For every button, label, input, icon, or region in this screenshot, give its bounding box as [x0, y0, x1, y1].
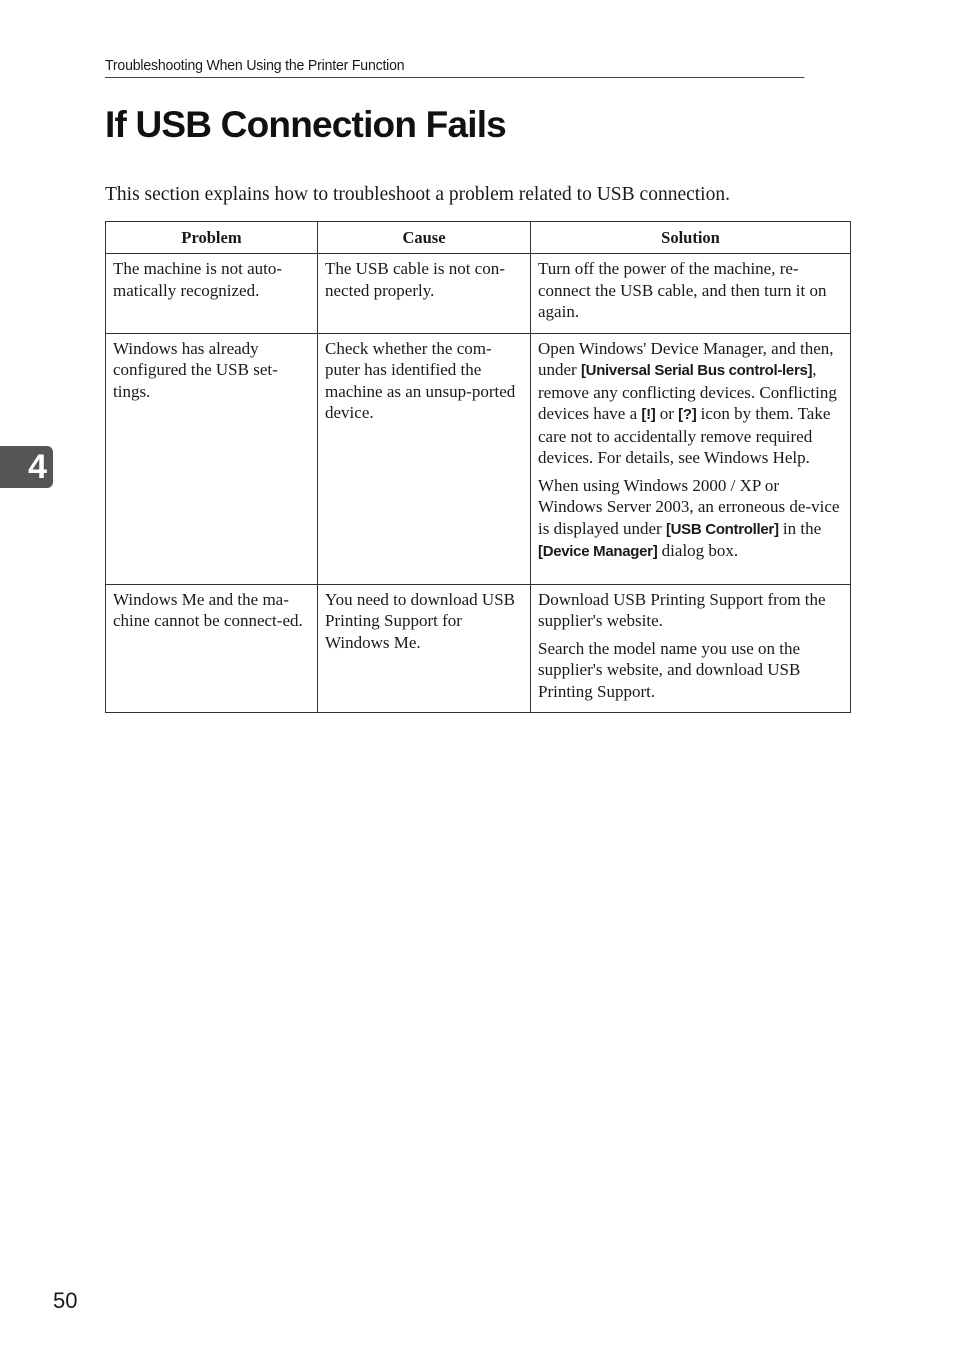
key-exclamation: [!] — [641, 406, 656, 423]
intro-paragraph: This section explains how to troubleshoot a problem related to USB connection. — [105, 184, 730, 205]
solution-text: Open Windows' Device Manager, and then, under — [538, 338, 834, 379]
running-header: Troubleshooting When Using the Printer Function — [105, 57, 804, 78]
table-header-row — [106, 222, 851, 254]
solution-text: in the — [778, 518, 822, 538]
table-row — [106, 254, 851, 334]
solution-cell — [531, 584, 851, 713]
page-title: If USB Connection Fails — [105, 104, 506, 145]
solution-text: icon by them. Take care not to accidentally remove required devices. For details, see Windows Help. — [538, 404, 831, 467]
troubleshooting-table — [105, 221, 851, 713]
solution-paragraph: Turn off the power of the machine, re-connect the USB cable, and then turn it on again. — [538, 259, 827, 321]
problem-cell: The machine is not auto-matically recognized. — [106, 254, 318, 334]
solution-text: or — [655, 404, 679, 423]
key-universal-serial-bus-controllers: [Universal Serial Bus control-lers] — [580, 362, 813, 379]
chapter-tab: 4 — [0, 446, 53, 488]
column-header-problem: Problem — [106, 222, 318, 254]
cause-cell: The USB cable is not con-nected properly. — [318, 254, 531, 334]
cause-cell: Check whether the com-puter has identified the machine as an unsup-ported device. — [318, 333, 531, 584]
key-device-manager: [Device Manager] — [538, 543, 658, 560]
table-row — [106, 333, 851, 584]
solution-cell — [531, 333, 851, 584]
key-usb-controller: [USB Controller] — [665, 520, 779, 538]
problem-cell: Windows Me and the ma-chine cannot be connect-ed. — [106, 584, 318, 713]
solution-paragraph: Download USB Printing Support from the supplier's website. — [538, 589, 826, 630]
cause-cell: You need to download USB Printing Support for Windows Me. — [318, 584, 531, 713]
table-row — [106, 584, 851, 713]
key-question: [?] — [678, 406, 697, 423]
solution-text: , remove any conflicting devices. Conflicting devices have a — [538, 360, 837, 423]
column-header-cause: Cause — [318, 222, 531, 254]
solution-cell — [531, 254, 851, 334]
column-header-solution: Solution — [531, 222, 851, 254]
solution-text: When using Windows 2000 / XP or Windows Server 2003, an erroneous de-vice is displayed under — [538, 475, 840, 538]
problem-cell: Windows has already configured the USB set-tings. — [106, 333, 318, 584]
solution-paragraph — [538, 338, 844, 469]
solution-text: dialog box. — [657, 541, 739, 560]
solution-paragraph — [538, 475, 844, 563]
solution-paragraph: Search the model name you use on the supplier's website, and download USB Printing Support. — [538, 638, 801, 701]
page-number: 50 — [53, 1288, 78, 1313]
